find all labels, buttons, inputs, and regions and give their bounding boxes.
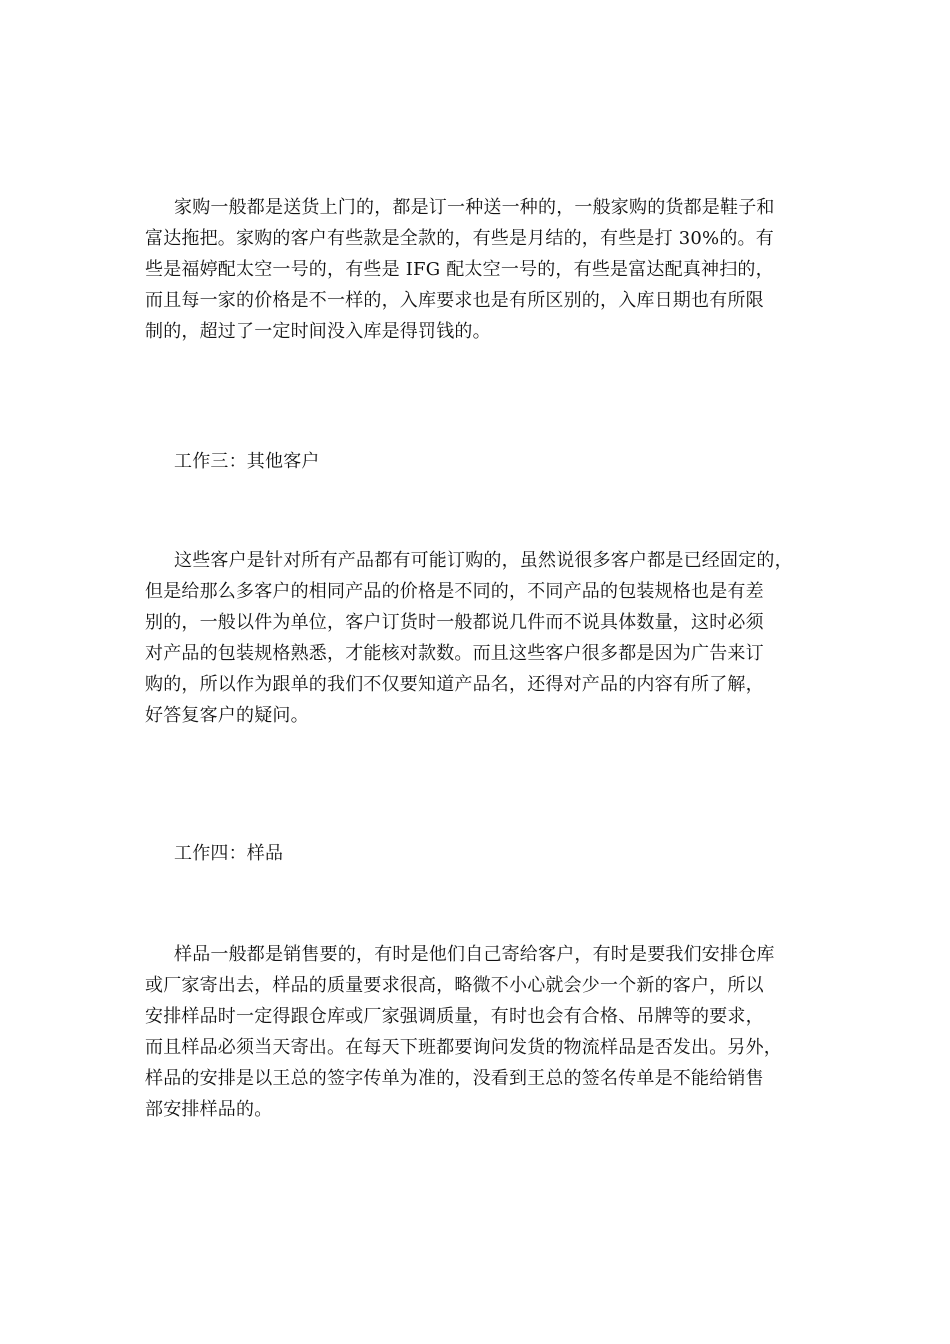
section-heading-work4: [145, 838, 825, 869]
paragraph-line: 别的，一般以件为单位，客户订货时一般都说几件而不说具体数量，这时必须: [145, 612, 764, 633]
paragraph-line: 富达拖把。家购的客户有些款是全款的，有些是月结的，有些是打 30%的。有: [145, 228, 774, 249]
section-heading: 工作三：其他客户: [174, 451, 320, 472]
paragraph-line: 样品一般都是销售要的，有时是他们自己寄给客户，有时是要我们安排仓库: [174, 944, 775, 965]
section-heading: 工作四：样品: [174, 843, 284, 864]
paragraph-line: 制的，超过了一定时间没入库是得罚钱的。: [145, 321, 491, 342]
paragraph-line: 而且样品必须当天寄出。在每天下班都要询问发货的物流样品是否发出。另外，: [145, 1037, 782, 1058]
paragraph-line: 这些客户是针对所有产品都有可能订购的，虽然说很多客户都是已经固定的，: [174, 550, 793, 571]
paragraph-line: 些是福婷配太空一号的，有些是 IFG 配太空一号的，有些是富达配真神扫的，: [145, 259, 774, 280]
paragraph-line: 好答复客户的疑问。: [145, 705, 309, 726]
paragraph-other-customers: [145, 545, 825, 731]
paragraph-line: 样品的安排是以王总的签字传单为准的，没看到王总的签名传单是不能给销售: [145, 1068, 764, 1089]
section-heading-work3: [145, 446, 825, 477]
paragraph-samples: [145, 939, 825, 1125]
paragraph-line: 但是给那么多客户的相同产品的价格是不同的，不同产品的包装规格也是有差: [145, 581, 764, 602]
paragraph-line: 或厂家寄出去，样品的质量要求很高，略微不小心就会少一个新的客户，所以: [145, 975, 764, 996]
paragraph-line: 购的，所以作为跟单的我们不仅要知道产品名，还得对产品的内容有所了解，: [145, 674, 764, 695]
paragraph-line: 而且每一家的价格是不一样的，入库要求也是有所区别的，入库日期也有所限: [145, 290, 764, 311]
paragraph-family-purchase: [145, 192, 825, 347]
paragraph-line: 安排样品时一定得跟仓库或厂家强调质量，有时也会有合格、吊牌等的要求，: [145, 1006, 764, 1027]
paragraph-line: 部安排样品的。: [145, 1099, 273, 1120]
paragraph-line: 对产品的包装规格熟悉，才能核对款数。而且这些客户很多都是因为广告来订: [145, 643, 764, 664]
paragraph-line: 家购一般都是送货上门的，都是订一种送一种的，一般家购的货都是鞋子和: [174, 197, 775, 218]
